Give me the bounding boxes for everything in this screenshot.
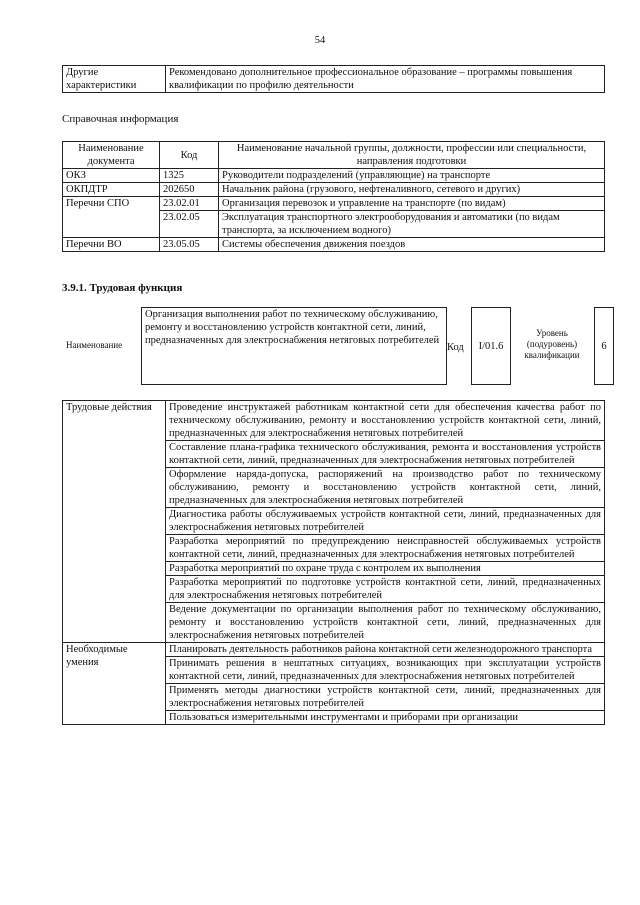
actions-label: Трудовые действия: [63, 401, 166, 643]
function-name-label: Наименование: [66, 340, 123, 350]
action-item: Ведение документации по организации выполнения работ по техническому обслуживанию, ремонту и восстановлению устройств контактной сети, линий, предназначенных для электроснабжения нетяговых потребителей: [166, 603, 605, 643]
action-item: Проведение инструктажей работникам контактной сети для обеспечения качества работ по техническому обслуживанию, ремонту и восстановлению устройств контактной сети, линий, предназначенных для электроснабжения нетяговых потребителей: [166, 401, 605, 441]
function-name-box: [141, 307, 447, 385]
action-item: Диагностика работы обслуживаемых устройств контактной сети, линий, предназначенных для электроснабжения нетяговых потребителей: [166, 508, 605, 535]
row-name: Системы обеспечения движения поездов: [219, 238, 605, 252]
skill-item: Применять методы диагностики устройств контактной сети, линий, предназначенных для электроснабжения нетяговых потребителей: [166, 684, 605, 711]
header-code: Код: [160, 142, 219, 169]
reference-title: Справочная информация: [62, 113, 179, 125]
header-name: Наименование начальной группы, должности, профессии или специальности, направления подготовки: [219, 142, 605, 169]
table-row: [63, 183, 605, 197]
function-heading: 3.9.1. Трудовая функция: [62, 282, 183, 294]
table-row: [63, 197, 605, 211]
table-row: [63, 401, 605, 441]
row-document: ОКЗ: [63, 169, 160, 183]
function-name: Организация выполнения работ по техническому обслуживанию, ремонту и восстановлению устройств контактной сети, линий, предназначенных для электроснабжения нетяговых потребителей: [145, 309, 440, 346]
row-document: ОКПДТР: [63, 183, 160, 197]
row-code: 1325: [160, 169, 219, 183]
skills-label: Необходимые умения: [63, 643, 166, 725]
skill-item: Пользоваться измерительными инструментами и приборами при организации: [166, 711, 605, 725]
function-level-label: Уровень (подуровень) квалификации: [524, 328, 580, 360]
other-characteristics-text: Рекомендовано дополнительное профессиональное образование – программы повышения квалификации по профилю деятельности: [166, 66, 605, 93]
row-code: 23.02.05: [160, 211, 219, 238]
row-code: 23.05.05: [160, 238, 219, 252]
other-characteristics-table: [62, 65, 605, 93]
reference-header-row: [63, 142, 605, 169]
action-item: Оформление наряда-допуска, распоряжений на производство работ по техническому обслуживанию, ремонту и восстановлению устройств контактной сети, линий, предназначенных для электроснабжения нетяговых потребителей: [166, 468, 605, 508]
actions-skills-table: [62, 400, 605, 725]
function-level: 6: [601, 340, 607, 352]
row-name: Начальник района (грузового, нефтеналивного, сетевого и других): [219, 183, 605, 197]
skill-item: Планировать деятельность работников района контактной сети железнодорожного транспорта: [166, 643, 605, 657]
row-name: Организация перевозок и управление на транспорте (по видам): [219, 197, 605, 211]
function-code-label: Код: [447, 342, 464, 353]
function-level-box: [594, 307, 614, 385]
page-number: 54: [314, 35, 326, 46]
row-code: 202650: [160, 183, 219, 197]
action-item: Разработка мероприятий по подготовке устройств контактной сети, линий, предназначенных для электроснабжения нетяговых потребителей: [166, 576, 605, 603]
row-document: Перечни СПО: [63, 197, 160, 238]
function-code: I/01.6: [478, 340, 504, 352]
other-characteristics-label: Другие характеристики: [63, 66, 166, 93]
table-row: [63, 643, 605, 657]
row-name: Руководители подразделений (управляющие) на транспорте: [219, 169, 605, 183]
table-row: [63, 169, 605, 183]
row-name: Эксплуатация транспортного электрооборудования и автоматики (по видам транспорта, за исключением водного): [219, 211, 605, 238]
action-item: Разработка мероприятий по предупреждению неисправностей обслуживаемых устройств контактной сети, линий, предназначенных для электроснабжения нетяговых потребителей: [166, 535, 605, 562]
action-item: Составление плана-графика технического обслуживания, ремонта и восстановления устройств контактной сети, линий, предназначенных для электроснабжения нетяговых потребителей: [166, 441, 605, 468]
header-document: Наименование документа: [63, 142, 160, 169]
row-document: Перечни ВО: [63, 238, 160, 252]
skill-item: Принимать решения в нештатных ситуациях, возникающих при эксплуатации устройств контактной сети, линий, предназначенных для электроснабжения нетяговых потребителей: [166, 657, 605, 684]
function-code-box: [471, 307, 511, 385]
table-row: [63, 238, 605, 252]
action-item: Разработка мероприятий по охране труда с контролем их выполнения: [166, 562, 605, 576]
row-code: 23.02.01: [160, 197, 219, 211]
reference-table: [62, 141, 605, 252]
